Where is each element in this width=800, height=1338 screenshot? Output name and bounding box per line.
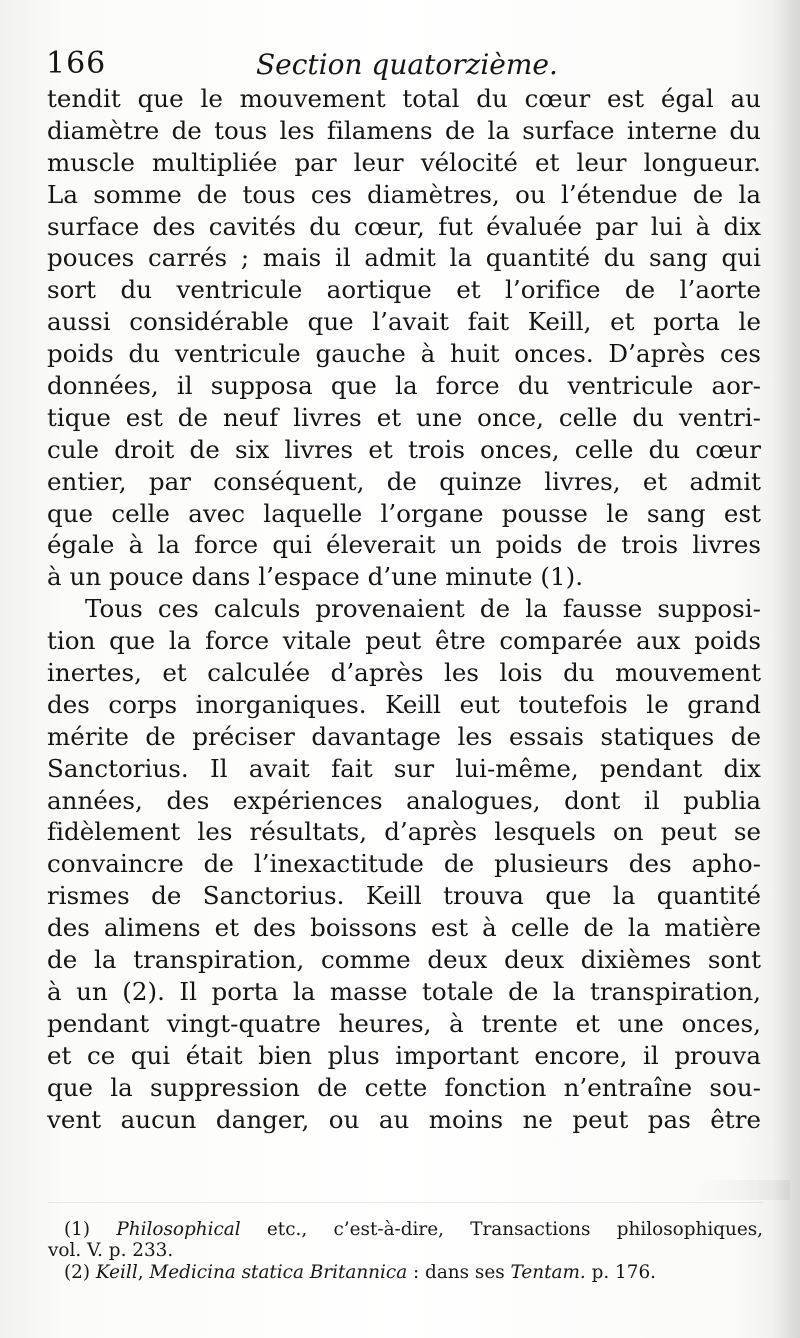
footnotes [48, 1220, 763, 1284]
text-line: sort du ventricule aortique et l’orifice de l’aorte [47, 275, 761, 305]
text-line: pouces carrés ; mais il admit la quantité du sang qui [47, 243, 761, 273]
text-line: à un pouce dans l’espace d’une minute (1). [47, 562, 584, 592]
text-line: que celle avec laquelle l’organe pousse le sang est [47, 498, 761, 528]
text-line: convaincre de l’inexactitude de plusieurs des apho- [47, 849, 761, 879]
footnote-work-title: Medicina statica Britannica [149, 1262, 408, 1283]
text-line: La somme de tous ces diamètres, ou l’étendue de la [47, 179, 761, 209]
body-text [47, 83, 761, 1135]
text-line: cule droit de six livres et trois onces, celle du cœur [47, 434, 761, 464]
footnote-separator [48, 1202, 763, 1203]
page-header [46, 44, 606, 88]
page-number: 166 [46, 46, 107, 81]
text-line: poids du ventricule gauche à huit onces. D’après ces [47, 339, 761, 369]
footnote-marker: (1) [64, 1219, 91, 1240]
footnote-2 [48, 1263, 763, 1284]
text-line: mérite de préciser davantage les essais statiques de [47, 721, 761, 751]
footnote-text: : dans ses [407, 1262, 511, 1283]
text-line: que la suppression de cette fonction n’entraîne sou- [47, 1072, 761, 1102]
footnote-text: etc., c’est-à-dire, Transactions philosophiques, [240, 1219, 763, 1240]
text-line: rismes de Sanctorius. Keill trouva que la quantité [47, 881, 761, 911]
text-line: fidèlement les résultats, d’après lesquels on peut se [47, 817, 761, 847]
text-line: tique est de neuf livres et une once, celle du ventri- [47, 402, 761, 432]
footnote-1-continuation: vol. V. p. 233. [48, 1239, 174, 1261]
text-line: entier, par conséquent, de quinze livres, et admit [47, 466, 761, 496]
footnote-marker: (2) [64, 1262, 91, 1283]
text-line: surface des cavités du cœur, fut évaluée par lui à dix [47, 211, 761, 241]
text-line: à un (2). Il porta la masse totale de la transpiration, [47, 976, 761, 1006]
text-line: années, des expériences analogues, dont il publia [47, 785, 761, 815]
text-line: et ce qui était bien plus important encore, il prouva [47, 1040, 761, 1070]
text-line: pendant vingt-quatre heures, à trente et une onces, [47, 1008, 761, 1038]
footnote-separator-text: , [137, 1262, 150, 1283]
text-line: Tous ces calculs provenaient de la fausse supposi- [85, 594, 761, 624]
text-line: des alimens et des boissons est à celle de la matière [47, 913, 761, 943]
footnote-author: Keill [95, 1262, 138, 1283]
footnote-1 [48, 1220, 763, 1241]
text-line: tendit que le mouvement total du cœur est égal au [47, 84, 761, 113]
text-line: inertes, et calculée d’après les lois du mouvement [47, 658, 761, 688]
text-line: vent aucun danger, ou au moins ne peut pas être [47, 1104, 761, 1134]
footnote-page: p. 176. [585, 1262, 657, 1283]
running-title: Section quatorzième. [256, 48, 558, 81]
text-line: diamètre de tous les filamens de la surface interne du [47, 115, 761, 145]
text-line: muscle multipliée par leur vélocité et leur longueur. [47, 147, 761, 177]
text-line: données, il supposa que la force du ventricule aor- [47, 371, 761, 401]
text-line: des corps inorganiques. Keill eut toutefois le grand [47, 689, 761, 719]
footnote-title: Philosophical [116, 1219, 241, 1240]
footnote-reference: Tentam. [510, 1262, 586, 1283]
text-line: aussi considérable que l’avait fait Keill, et porta le [47, 307, 761, 337]
text-line: tion que la force vitale peut être comparée aux poids [47, 626, 761, 656]
text-line: Sanctorius. Il avait fait sur lui-même, pendant dix [47, 753, 761, 783]
text-line: égale à la force qui éleverait un poids de trois livres [47, 530, 761, 560]
show-through-shadow [690, 1180, 790, 1200]
text-line: de la transpiration, comme deux deux dixièmes sont [47, 945, 761, 975]
page-spine-shadow [772, 0, 800, 1338]
